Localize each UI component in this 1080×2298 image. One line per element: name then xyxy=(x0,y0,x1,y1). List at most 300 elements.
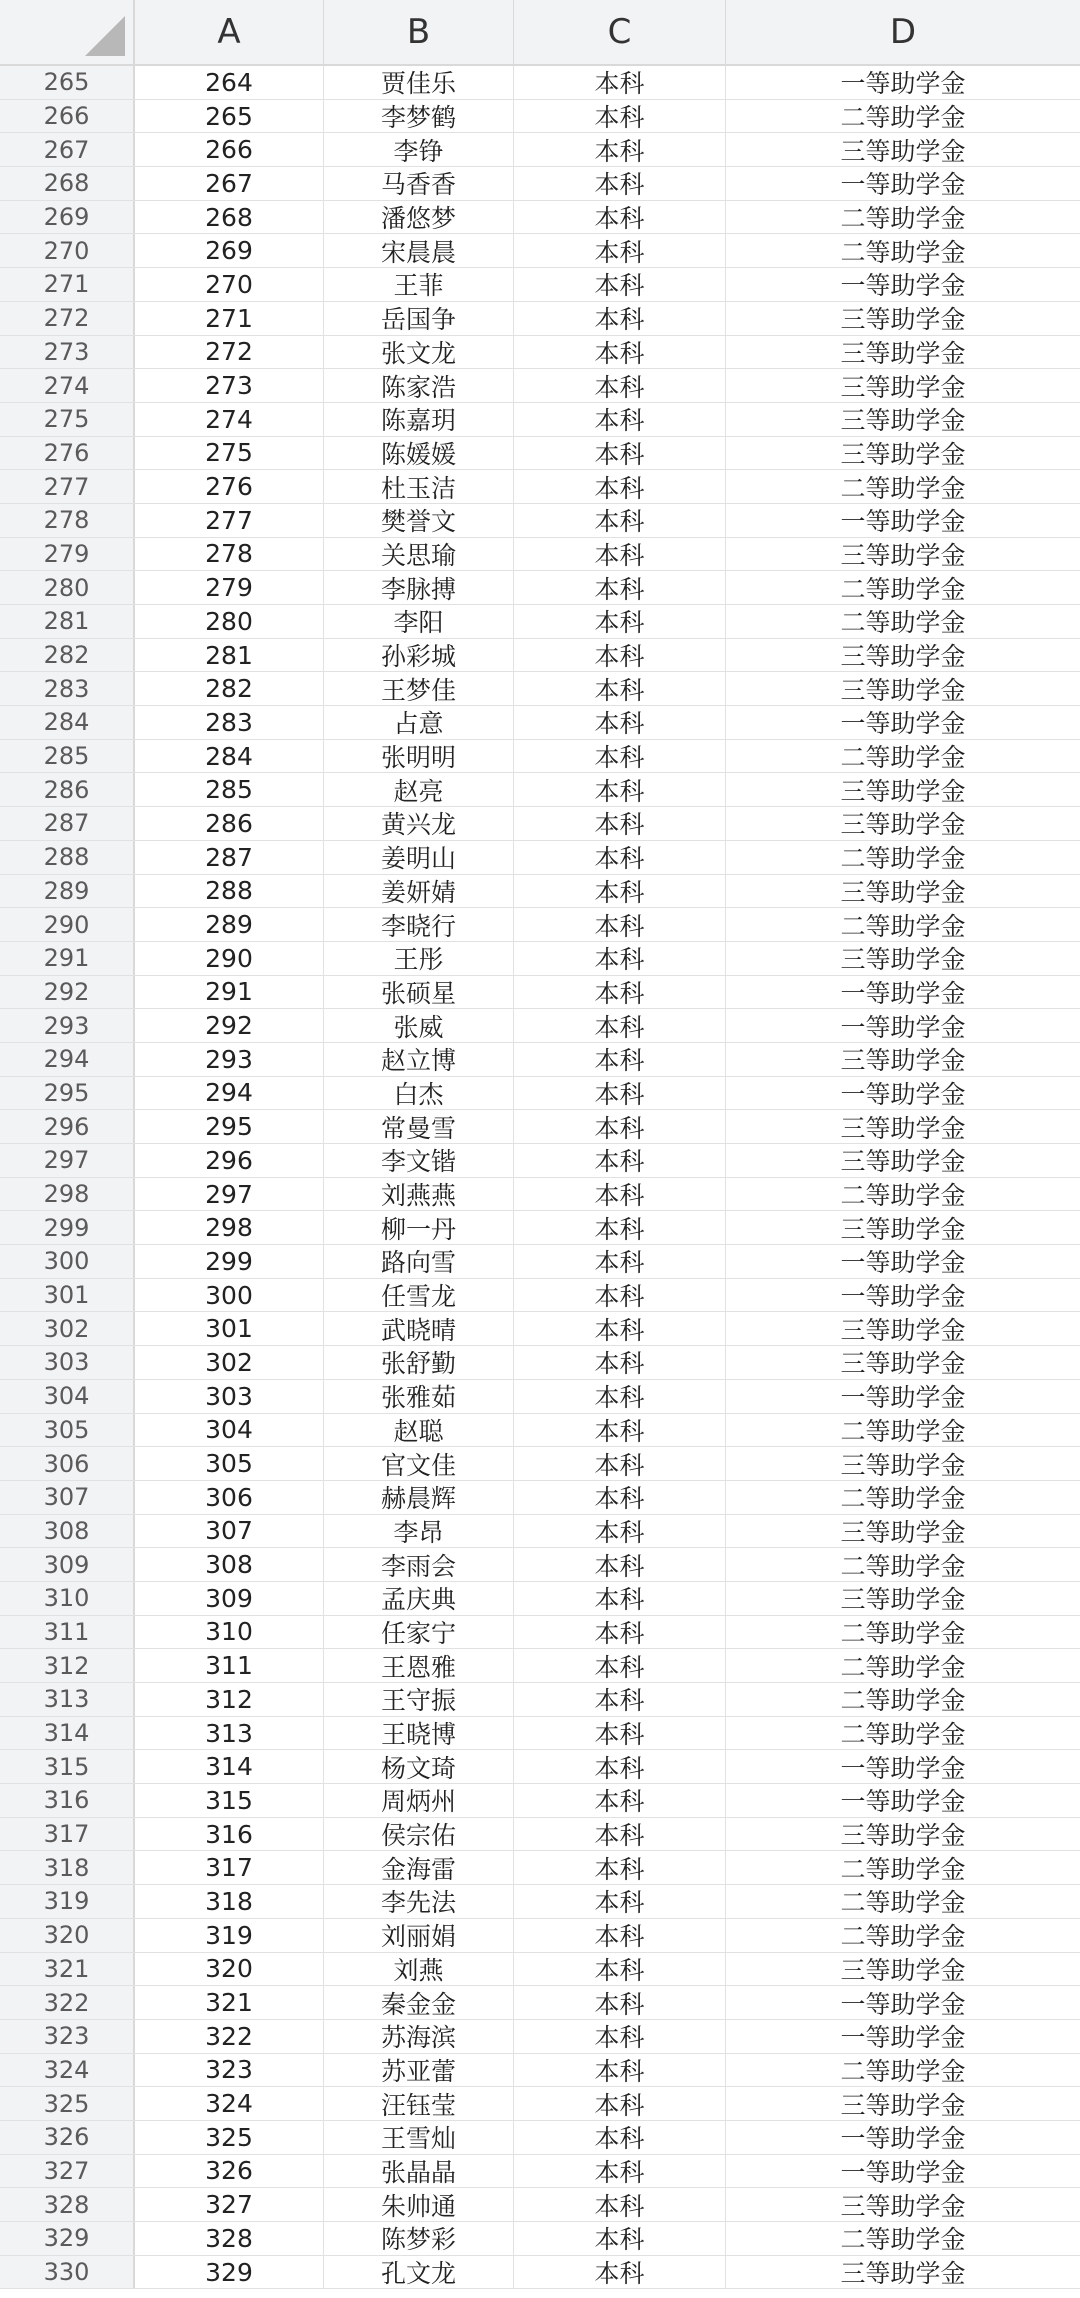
cell-d[interactable]: 三等助学金 xyxy=(840,642,966,672)
cell-a[interactable]: 277 xyxy=(135,504,324,537)
cell-c[interactable]: 本科 xyxy=(514,740,726,773)
cell-d[interactable]: 二等助学金 xyxy=(840,1922,966,1952)
cell-b[interactable]: 陈媛媛 xyxy=(324,437,514,470)
cell-d[interactable]: 三等助学金 xyxy=(840,1214,966,1244)
cell-a[interactable]: 327 xyxy=(135,2188,324,2221)
cell-d[interactable]: 一等助学金 xyxy=(840,1248,966,1278)
cell-a[interactable]: 328 xyxy=(135,2222,324,2255)
cell-d[interactable]: 二等助学金 xyxy=(840,1720,966,1750)
cell-c[interactable]: 本科 xyxy=(514,201,726,234)
row-number-header[interactable]: 313 xyxy=(0,1683,135,1716)
row-number-header[interactable]: 273 xyxy=(0,336,135,369)
cell-b[interactable]: 刘丽娟 xyxy=(324,1919,514,1952)
cell-d[interactable]: 三等助学金 xyxy=(840,1585,966,1615)
cell-c[interactable]: 本科 xyxy=(514,1178,726,1211)
cell-c[interactable]: 本科 xyxy=(514,1009,726,1042)
cell-a[interactable]: 289 xyxy=(135,908,324,941)
row-number-header[interactable]: 291 xyxy=(0,942,135,975)
cell-d[interactable]: 一等助学金 xyxy=(840,1079,966,1109)
cell-c[interactable]: 本科 xyxy=(514,773,726,806)
cell-d[interactable]: 二等助学金 xyxy=(840,1618,966,1648)
row-number-header[interactable]: 278 xyxy=(0,504,135,537)
cell-d[interactable]: 三等助学金 xyxy=(840,675,966,705)
cell-d[interactable]: 二等助学金 xyxy=(840,204,966,234)
cell-a[interactable]: 286 xyxy=(135,807,324,840)
cell-d[interactable]: 三等助学金 xyxy=(840,136,966,166)
cell-a[interactable]: 302 xyxy=(135,1346,324,1379)
row-number-header[interactable]: 320 xyxy=(0,1919,135,1952)
cell-a[interactable]: 266 xyxy=(135,133,324,166)
cell-d[interactable]: 二等助学金 xyxy=(840,473,966,503)
cell-d[interactable]: 二等助学金 xyxy=(840,1551,966,1581)
cell-d[interactable]: 一等助学金 xyxy=(840,507,966,537)
row-number-header[interactable]: 306 xyxy=(0,1447,135,1480)
cell-c[interactable]: 本科 xyxy=(514,1548,726,1581)
cell-c[interactable]: 本科 xyxy=(514,1616,726,1649)
cell-b[interactable]: 陈梦彩 xyxy=(324,2222,514,2255)
cell-a[interactable]: 275 xyxy=(135,437,324,470)
cell-d[interactable]: 一等助学金 xyxy=(840,2124,966,2154)
cell-b[interactable]: 姜明山 xyxy=(324,841,514,874)
cell-b[interactable]: 柳一丹 xyxy=(324,1211,514,1244)
cell-a[interactable]: 271 xyxy=(135,302,324,335)
cell-d[interactable]: 二等助学金 xyxy=(840,1484,966,1514)
cell-b[interactable]: 陈嘉玥 xyxy=(324,403,514,436)
cell-d[interactable]: 三等助学金 xyxy=(840,1349,966,1379)
row-number-header[interactable]: 321 xyxy=(0,1953,135,1986)
cell-a[interactable]: 323 xyxy=(135,2054,324,2087)
row-number-header[interactable]: 275 xyxy=(0,403,135,436)
cell-d[interactable]: 三等助学金 xyxy=(840,945,966,975)
row-number-header[interactable]: 323 xyxy=(0,2020,135,2053)
cell-d[interactable]: 一等助学金 xyxy=(840,2023,966,2053)
cell-a[interactable]: 301 xyxy=(135,1312,324,1345)
cell-d[interactable]: 三等助学金 xyxy=(840,406,966,436)
cell-b[interactable]: 王守振 xyxy=(324,1683,514,1716)
cell-b[interactable]: 王恩雅 xyxy=(324,1649,514,1682)
select-all-corner[interactable] xyxy=(0,0,135,64)
row-number-header[interactable]: 300 xyxy=(0,1245,135,1278)
cell-d[interactable]: 三等助学金 xyxy=(840,1517,966,1547)
cell-a[interactable]: 280 xyxy=(135,605,324,638)
cell-c[interactable]: 本科 xyxy=(514,1279,726,1312)
cell-a[interactable]: 309 xyxy=(135,1582,324,1615)
row-number-header[interactable]: 286 xyxy=(0,773,135,806)
row-number-header[interactable]: 271 xyxy=(0,268,135,301)
row-number-header[interactable]: 304 xyxy=(0,1380,135,1413)
cell-a[interactable]: 292 xyxy=(135,1009,324,1042)
cell-b[interactable]: 陈家浩 xyxy=(324,369,514,402)
cell-c[interactable]: 本科 xyxy=(514,1144,726,1177)
row-number-header[interactable]: 324 xyxy=(0,2054,135,2087)
cell-a[interactable]: 288 xyxy=(135,875,324,908)
cell-a[interactable]: 296 xyxy=(135,1144,324,1177)
cell-d[interactable]: 三等助学金 xyxy=(840,1046,966,1076)
cell-c[interactable]: 本科 xyxy=(514,437,726,470)
cell-b[interactable]: 李脉搏 xyxy=(324,571,514,604)
cell-d[interactable]: 二等助学金 xyxy=(840,608,966,638)
row-number-header[interactable]: 294 xyxy=(0,1043,135,1076)
row-number-header[interactable]: 280 xyxy=(0,571,135,604)
row-number-header[interactable]: 276 xyxy=(0,437,135,470)
row-number-header[interactable]: 266 xyxy=(0,100,135,133)
cell-b[interactable]: 孔文龙 xyxy=(324,2256,514,2289)
cell-d[interactable]: 三等助学金 xyxy=(840,439,966,469)
cell-a[interactable]: 324 xyxy=(135,2087,324,2120)
row-number-header[interactable]: 297 xyxy=(0,1144,135,1177)
cell-a[interactable]: 298 xyxy=(135,1211,324,1244)
cell-b[interactable]: 朱帅通 xyxy=(324,2188,514,2221)
cell-b[interactable]: 杜玉洁 xyxy=(324,470,514,503)
cell-a[interactable]: 314 xyxy=(135,1750,324,1783)
cell-b[interactable]: 李阳 xyxy=(324,605,514,638)
cell-c[interactable]: 本科 xyxy=(514,571,726,604)
cell-c[interactable]: 本科 xyxy=(514,100,726,133)
row-number-header[interactable]: 265 xyxy=(0,66,135,99)
cell-c[interactable]: 本科 xyxy=(514,470,726,503)
row-number-header[interactable]: 288 xyxy=(0,841,135,874)
cell-d[interactable]: 三等助学金 xyxy=(840,305,966,335)
row-number-header[interactable]: 292 xyxy=(0,976,135,1009)
cell-b[interactable]: 马香香 xyxy=(324,167,514,200)
cell-b[interactable]: 李铮 xyxy=(324,133,514,166)
cell-a[interactable]: 307 xyxy=(135,1515,324,1548)
cell-a[interactable]: 264 xyxy=(135,66,324,99)
cell-c[interactable]: 本科 xyxy=(514,807,726,840)
cell-c[interactable]: 本科 xyxy=(514,672,726,705)
cell-a[interactable]: 268 xyxy=(135,201,324,234)
row-number-header[interactable]: 281 xyxy=(0,605,135,638)
cell-d[interactable]: 二等助学金 xyxy=(840,103,966,133)
cell-d[interactable]: 一等助学金 xyxy=(840,1989,966,2019)
cell-a[interactable]: 269 xyxy=(135,234,324,267)
cell-b[interactable]: 王彤 xyxy=(324,942,514,975)
cell-b[interactable]: 侯宗佑 xyxy=(324,1818,514,1851)
cell-b[interactable]: 王菲 xyxy=(324,268,514,301)
cell-b[interactable]: 任家宁 xyxy=(324,1616,514,1649)
cell-d[interactable]: 三等助学金 xyxy=(840,540,966,570)
cell-a[interactable]: 272 xyxy=(135,336,324,369)
cell-b[interactable]: 路向雪 xyxy=(324,1245,514,1278)
cell-d[interactable]: 一等助学金 xyxy=(840,1753,966,1783)
row-number-header[interactable]: 270 xyxy=(0,234,135,267)
cell-c[interactable]: 本科 xyxy=(514,2188,726,2221)
cell-c[interactable]: 本科 xyxy=(514,1447,726,1480)
cell-b[interactable]: 苏亚蕾 xyxy=(324,2054,514,2087)
row-number-header[interactable]: 307 xyxy=(0,1481,135,1514)
cell-a[interactable]: 267 xyxy=(135,167,324,200)
cell-d[interactable]: 三等助学金 xyxy=(840,1821,966,1851)
cell-d[interactable]: 三等助学金 xyxy=(840,372,966,402)
row-number-header[interactable]: 293 xyxy=(0,1009,135,1042)
cell-b[interactable]: 杨文琦 xyxy=(324,1750,514,1783)
row-number-header[interactable]: 287 xyxy=(0,807,135,840)
cell-b[interactable]: 赫晨辉 xyxy=(324,1481,514,1514)
cell-c[interactable]: 本科 xyxy=(514,1346,726,1379)
cell-d[interactable]: 一等助学金 xyxy=(840,709,966,739)
cell-b[interactable]: 金海雷 xyxy=(324,1851,514,1884)
cell-a[interactable]: 265 xyxy=(135,100,324,133)
cell-a[interactable]: 326 xyxy=(135,2155,324,2188)
cell-c[interactable]: 本科 xyxy=(514,841,726,874)
cell-c[interactable]: 本科 xyxy=(514,1312,726,1345)
cell-d[interactable]: 一等助学金 xyxy=(840,1787,966,1817)
cell-b[interactable]: 赵立博 xyxy=(324,1043,514,1076)
cell-a[interactable]: 283 xyxy=(135,706,324,739)
cell-b[interactable]: 关思瑜 xyxy=(324,538,514,571)
row-number-header[interactable]: 302 xyxy=(0,1312,135,1345)
cell-c[interactable]: 本科 xyxy=(514,1110,726,1143)
cell-c[interactable]: 本科 xyxy=(514,369,726,402)
cell-c[interactable]: 本科 xyxy=(514,1649,726,1682)
cell-c[interactable]: 本科 xyxy=(514,403,726,436)
cell-a[interactable]: 315 xyxy=(135,1784,324,1817)
cell-b[interactable]: 姜妍婧 xyxy=(324,875,514,908)
cell-a[interactable]: 282 xyxy=(135,672,324,705)
cell-a[interactable]: 305 xyxy=(135,1447,324,1480)
cell-c[interactable]: 本科 xyxy=(514,1851,726,1884)
row-number-header[interactable]: 301 xyxy=(0,1279,135,1312)
cell-b[interactable]: 王晓博 xyxy=(324,1717,514,1750)
cell-b[interactable]: 李晓行 xyxy=(324,908,514,941)
cell-a[interactable]: 318 xyxy=(135,1885,324,1918)
cell-b[interactable]: 张威 xyxy=(324,1009,514,1042)
cell-d[interactable]: 三等助学金 xyxy=(840,338,966,368)
cell-c[interactable]: 本科 xyxy=(514,605,726,638)
cell-b[interactable]: 白杰 xyxy=(324,1077,514,1110)
cell-a[interactable]: 320 xyxy=(135,1953,324,1986)
cell-c[interactable]: 本科 xyxy=(514,1481,726,1514)
cell-b[interactable]: 宋晨晨 xyxy=(324,234,514,267)
cell-b[interactable]: 李先法 xyxy=(324,1885,514,1918)
row-number-header[interactable]: 298 xyxy=(0,1178,135,1211)
cell-d[interactable]: 三等助学金 xyxy=(840,1955,966,1985)
cell-d[interactable]: 三等助学金 xyxy=(840,1315,966,1345)
cell-a[interactable]: 273 xyxy=(135,369,324,402)
cell-d[interactable]: 一等助学金 xyxy=(840,978,966,1008)
cell-d[interactable]: 三等助学金 xyxy=(840,776,966,806)
column-header-a[interactable]: A xyxy=(135,0,324,64)
cell-c[interactable]: 本科 xyxy=(514,167,726,200)
column-header-b[interactable]: B xyxy=(324,0,514,64)
cell-a[interactable]: 321 xyxy=(135,1986,324,2019)
cell-b[interactable]: 李文锴 xyxy=(324,1144,514,1177)
row-number-header[interactable]: 329 xyxy=(0,2222,135,2255)
cell-a[interactable]: 313 xyxy=(135,1717,324,1750)
row-number-header[interactable]: 317 xyxy=(0,1818,135,1851)
cell-d[interactable]: 一等助学金 xyxy=(840,1383,966,1413)
row-number-header[interactable]: 319 xyxy=(0,1885,135,1918)
cell-b[interactable]: 李昂 xyxy=(324,1515,514,1548)
row-number-header[interactable]: 315 xyxy=(0,1750,135,1783)
cell-a[interactable]: 306 xyxy=(135,1481,324,1514)
cell-c[interactable]: 本科 xyxy=(514,639,726,672)
cell-c[interactable]: 本科 xyxy=(514,1380,726,1413)
cell-b[interactable]: 张晶晶 xyxy=(324,2155,514,2188)
column-header-c[interactable]: C xyxy=(514,0,726,64)
cell-d[interactable]: 二等助学金 xyxy=(840,743,966,773)
cell-d[interactable]: 二等助学金 xyxy=(840,1652,966,1682)
cell-a[interactable]: 274 xyxy=(135,403,324,436)
cell-c[interactable]: 本科 xyxy=(514,268,726,301)
cell-a[interactable]: 290 xyxy=(135,942,324,975)
cell-d[interactable]: 一等助学金 xyxy=(840,1282,966,1312)
cell-d[interactable]: 二等助学金 xyxy=(840,1854,966,1884)
cell-c[interactable]: 本科 xyxy=(514,2054,726,2087)
row-number-header[interactable]: 327 xyxy=(0,2155,135,2188)
cell-c[interactable]: 本科 xyxy=(514,976,726,1009)
cell-c[interactable]: 本科 xyxy=(514,1043,726,1076)
row-number-header[interactable]: 312 xyxy=(0,1649,135,1682)
cell-c[interactable]: 本科 xyxy=(514,336,726,369)
row-number-header[interactable]: 285 xyxy=(0,740,135,773)
cell-c[interactable]: 本科 xyxy=(514,538,726,571)
cell-b[interactable]: 武晓晴 xyxy=(324,1312,514,1345)
cell-c[interactable]: 本科 xyxy=(514,1953,726,1986)
row-number-header[interactable]: 277 xyxy=(0,470,135,503)
cell-c[interactable]: 本科 xyxy=(514,66,726,99)
cell-c[interactable]: 本科 xyxy=(514,2155,726,2188)
row-number-header[interactable]: 299 xyxy=(0,1211,135,1244)
cell-c[interactable]: 本科 xyxy=(514,1515,726,1548)
row-number-header[interactable]: 310 xyxy=(0,1582,135,1615)
cell-d[interactable]: 三等助学金 xyxy=(840,1147,966,1177)
cell-b[interactable]: 占意 xyxy=(324,706,514,739)
row-number-header[interactable]: 284 xyxy=(0,706,135,739)
cell-c[interactable]: 本科 xyxy=(514,504,726,537)
cell-d[interactable]: 三等助学金 xyxy=(840,1450,966,1480)
cell-a[interactable]: 291 xyxy=(135,976,324,1009)
cell-d[interactable]: 一等助学金 xyxy=(840,170,966,200)
cell-b[interactable]: 张文龙 xyxy=(324,336,514,369)
cell-a[interactable]: 278 xyxy=(135,538,324,571)
cell-b[interactable]: 王梦佳 xyxy=(324,672,514,705)
cell-d[interactable]: 二等助学金 xyxy=(840,2225,966,2255)
cell-d[interactable]: 二等助学金 xyxy=(840,574,966,604)
cell-c[interactable]: 本科 xyxy=(514,1211,726,1244)
cell-a[interactable]: 287 xyxy=(135,841,324,874)
column-header-d[interactable]: D xyxy=(889,12,917,52)
cell-c[interactable]: 本科 xyxy=(514,1582,726,1615)
row-number-header[interactable]: 309 xyxy=(0,1548,135,1581)
cell-c[interactable]: 本科 xyxy=(514,133,726,166)
cell-d[interactable]: 三等助学金 xyxy=(840,810,966,840)
cell-b[interactable]: 黄兴龙 xyxy=(324,807,514,840)
cell-a[interactable]: 294 xyxy=(135,1077,324,1110)
cell-c[interactable]: 本科 xyxy=(514,2256,726,2289)
cell-d[interactable]: 一等助学金 xyxy=(840,271,966,301)
row-number-header[interactable]: 279 xyxy=(0,538,135,571)
cell-b[interactable]: 李雨会 xyxy=(324,1548,514,1581)
cell-b[interactable]: 赵聪 xyxy=(324,1414,514,1447)
cell-c[interactable]: 本科 xyxy=(514,2020,726,2053)
cell-d[interactable]: 二等助学金 xyxy=(840,237,966,267)
cell-c[interactable]: 本科 xyxy=(514,1077,726,1110)
cell-b[interactable]: 樊誉文 xyxy=(324,504,514,537)
cell-b[interactable]: 汪钰莹 xyxy=(324,2087,514,2120)
row-number-header[interactable]: 282 xyxy=(0,639,135,672)
cell-b[interactable]: 周炳州 xyxy=(324,1784,514,1817)
cell-c[interactable]: 本科 xyxy=(514,2222,726,2255)
cell-a[interactable]: 303 xyxy=(135,1380,324,1413)
cell-a[interactable]: 276 xyxy=(135,470,324,503)
cell-b[interactable]: 官文佳 xyxy=(324,1447,514,1480)
cell-c[interactable]: 本科 xyxy=(514,2087,726,2120)
cell-d[interactable]: 三等助学金 xyxy=(840,2090,966,2120)
cell-c[interactable]: 本科 xyxy=(514,302,726,335)
cell-c[interactable]: 本科 xyxy=(514,1414,726,1447)
cell-c[interactable]: 本科 xyxy=(514,1784,726,1817)
cell-a[interactable]: 299 xyxy=(135,1245,324,1278)
row-number-header[interactable]: 325 xyxy=(0,2087,135,2120)
row-number-header[interactable]: 289 xyxy=(0,875,135,908)
cell-a[interactable]: 281 xyxy=(135,639,324,672)
cell-c[interactable]: 本科 xyxy=(514,1885,726,1918)
cell-c[interactable]: 本科 xyxy=(514,1919,726,1952)
row-number-header[interactable]: 326 xyxy=(0,2121,135,2154)
cell-d[interactable]: 二等助学金 xyxy=(840,1888,966,1918)
row-number-header[interactable]: 305 xyxy=(0,1414,135,1447)
row-number-header[interactable]: 283 xyxy=(0,672,135,705)
cell-c[interactable]: 本科 xyxy=(514,234,726,267)
cell-d[interactable]: 一等助学金 xyxy=(840,69,966,99)
row-number-header[interactable]: 268 xyxy=(0,167,135,200)
row-number-header[interactable]: 274 xyxy=(0,369,135,402)
row-number-header[interactable]: 311 xyxy=(0,1616,135,1649)
cell-a[interactable]: 285 xyxy=(135,773,324,806)
cell-d[interactable]: 三等助学金 xyxy=(840,877,966,907)
row-number-header[interactable]: 290 xyxy=(0,908,135,941)
cell-a[interactable]: 319 xyxy=(135,1919,324,1952)
row-number-header[interactable]: 303 xyxy=(0,1346,135,1379)
cell-b[interactable]: 刘燕燕 xyxy=(324,1178,514,1211)
cell-a[interactable]: 308 xyxy=(135,1548,324,1581)
row-number-header[interactable]: 316 xyxy=(0,1784,135,1817)
cell-b[interactable]: 孟庆典 xyxy=(324,1582,514,1615)
cell-b[interactable]: 张明明 xyxy=(324,740,514,773)
row-number-header[interactable]: 322 xyxy=(0,1986,135,2019)
cell-b[interactable]: 孙彩城 xyxy=(324,639,514,672)
cell-b[interactable]: 贾佳乐 xyxy=(324,66,514,99)
cell-a[interactable]: 297 xyxy=(135,1178,324,1211)
cell-c[interactable]: 本科 xyxy=(514,1750,726,1783)
row-number-header[interactable]: 272 xyxy=(0,302,135,335)
cell-c[interactable]: 本科 xyxy=(514,1986,726,2019)
cell-b[interactable]: 秦金金 xyxy=(324,1986,514,2019)
cell-c[interactable]: 本科 xyxy=(514,1717,726,1750)
cell-d[interactable]: 三等助学金 xyxy=(840,1113,966,1143)
cell-d[interactable]: 一等助学金 xyxy=(840,2157,966,2187)
cell-a[interactable]: 317 xyxy=(135,1851,324,1884)
cell-b[interactable]: 岳国争 xyxy=(324,302,514,335)
cell-d[interactable]: 二等助学金 xyxy=(840,2056,966,2086)
cell-a[interactable]: 310 xyxy=(135,1616,324,1649)
cell-b[interactable]: 任雪龙 xyxy=(324,1279,514,1312)
cell-c[interactable]: 本科 xyxy=(514,908,726,941)
cell-c[interactable]: 本科 xyxy=(514,2121,726,2154)
cell-d[interactable]: 二等助学金 xyxy=(840,844,966,874)
cell-a[interactable]: 279 xyxy=(135,571,324,604)
cell-d[interactable]: 二等助学金 xyxy=(840,1416,966,1446)
cell-b[interactable]: 苏海滨 xyxy=(324,2020,514,2053)
cell-d[interactable]: 二等助学金 xyxy=(840,1686,966,1716)
row-number-header[interactable]: 314 xyxy=(0,1717,135,1750)
cell-b[interactable]: 潘悠梦 xyxy=(324,201,514,234)
cell-b[interactable]: 常曼雪 xyxy=(324,1110,514,1143)
cell-a[interactable]: 311 xyxy=(135,1649,324,1682)
cell-c[interactable]: 本科 xyxy=(514,942,726,975)
row-number-header[interactable]: 295 xyxy=(0,1077,135,1110)
